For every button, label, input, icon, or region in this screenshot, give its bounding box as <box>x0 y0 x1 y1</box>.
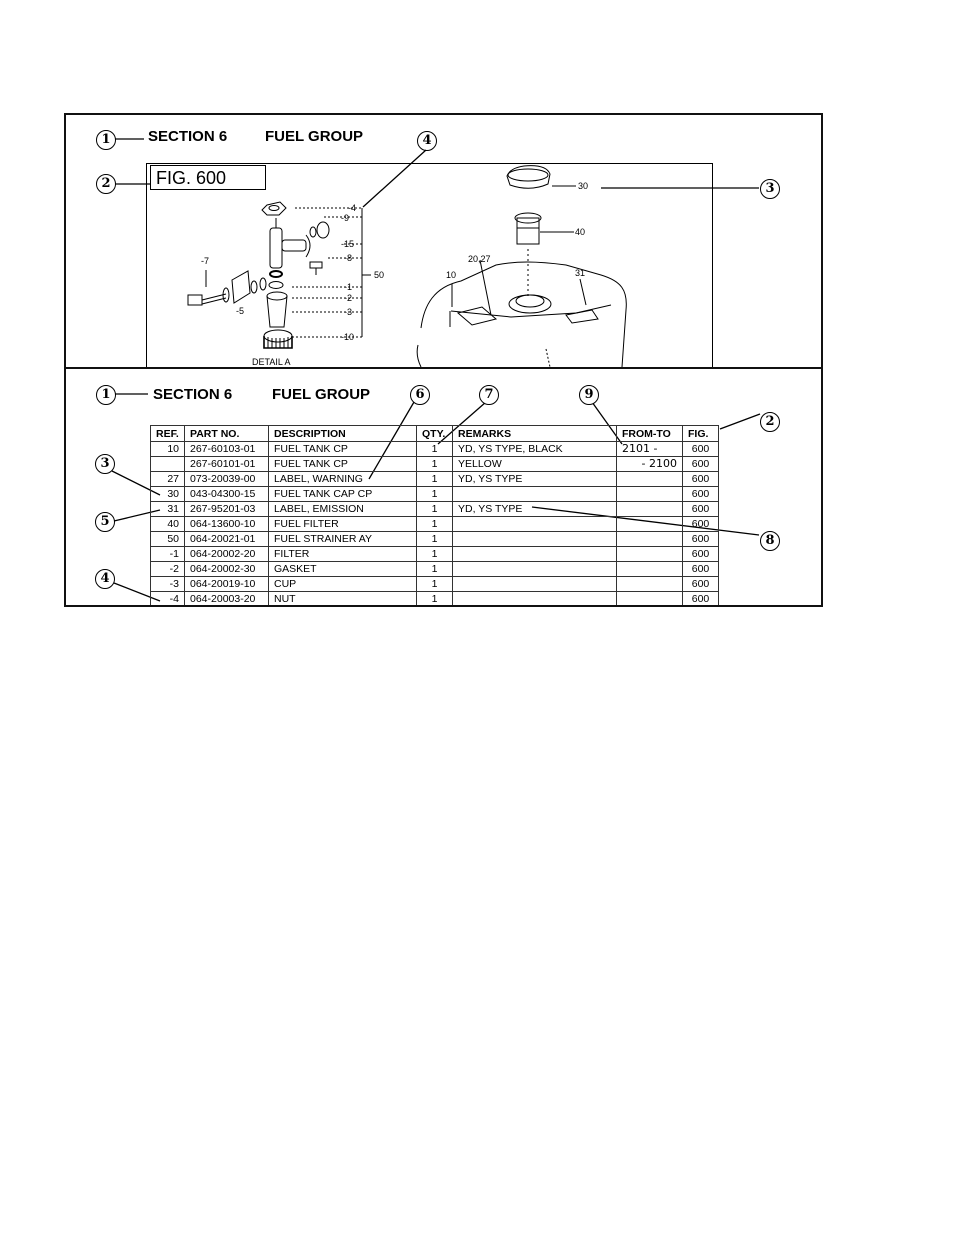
callout-6: 6 <box>410 385 430 405</box>
col-remarks: REMARKS <box>453 426 617 442</box>
cell-part-no: 073-20039-00 <box>185 472 269 487</box>
table-header-row <box>151 426 719 442</box>
col-fig: FIG. <box>683 426 719 442</box>
cell-remarks <box>453 532 617 547</box>
cell-part-no: 267-60103-01 <box>185 442 269 457</box>
callout-5: 5 <box>95 512 115 532</box>
cell-from-to: - 2100 <box>617 457 683 472</box>
cell-from-to <box>617 502 683 517</box>
cell-description: LABEL, WARNING <box>269 472 417 487</box>
label-n4: -4 <box>348 203 357 213</box>
cell-from-to: 2101 - <box>617 442 683 457</box>
label-n2: -2 <box>344 293 353 303</box>
col-from-to: FROM-TO <box>617 426 683 442</box>
label-n5: -5 <box>236 306 245 316</box>
cell-qty: 1 <box>417 592 453 606</box>
callout-8: 8 <box>760 531 780 551</box>
cell-part-no: 043-04300-15 <box>185 487 269 502</box>
cell-part-no: 267-60101-01 <box>185 457 269 472</box>
label-n10: -10 <box>341 332 355 342</box>
fig-label: FIG. 600 <box>150 165 266 190</box>
cell-qty: 1 <box>417 532 453 547</box>
table-row <box>151 592 719 606</box>
table-row <box>151 532 719 547</box>
cell-remarks <box>453 592 617 606</box>
cell-ref: -3 <box>151 577 185 592</box>
table-row <box>151 457 719 472</box>
cell-description: FUEL TANK CP <box>269 457 417 472</box>
cell-part-no: 064-13600-10 <box>185 517 269 532</box>
cell-qty: 1 <box>417 442 453 457</box>
cell-fig: 600 <box>683 457 719 472</box>
table-row <box>151 562 719 577</box>
callout-9: 9 <box>579 385 599 405</box>
cell-fig: 600 <box>683 592 719 606</box>
callout-4: 4 <box>95 569 115 589</box>
callout-1: 1 <box>96 130 116 150</box>
cell-from-to <box>617 472 683 487</box>
cell-qty: 1 <box>417 517 453 532</box>
cell-fig: 600 <box>683 532 719 547</box>
label-p40: 40 <box>575 227 586 237</box>
illustration-panel <box>66 115 821 369</box>
cell-fig: 600 <box>683 487 719 502</box>
cell-ref: -4 <box>151 592 185 606</box>
cell-description: FUEL STRAINER AY <box>269 532 417 547</box>
cell-part-no: 064-20019-10 <box>185 577 269 592</box>
section-title: FUEL GROUP <box>265 128 364 145</box>
label-n7: -7 <box>201 256 210 266</box>
cell-ref: 27 <box>151 472 185 487</box>
label-n15: -15 <box>341 239 355 249</box>
label-n50: 50 <box>374 270 385 280</box>
parts-list-panel <box>66 369 821 605</box>
cell-remarks: YD, YS TYPE <box>453 472 617 487</box>
cell-fig: 600 <box>683 562 719 577</box>
cell-description: GASKET <box>269 562 417 577</box>
callout-3: 3 <box>95 454 115 474</box>
callout-2: 2 <box>760 412 780 432</box>
cell-remarks: YD, YS TYPE, BLACK <box>453 442 617 457</box>
table-row <box>151 502 719 517</box>
callout-7: 7 <box>479 385 499 405</box>
cell-qty: 1 <box>417 472 453 487</box>
label-p2027: 20,27 <box>468 254 491 264</box>
detail-label: DETAIL A <box>252 357 291 367</box>
cell-ref: 30 <box>151 487 185 502</box>
table-row <box>151 517 719 532</box>
table-row <box>151 472 719 487</box>
cell-part-no: 064-20003-20 <box>185 592 269 606</box>
label-p10: 10 <box>446 270 457 280</box>
cell-ref <box>151 457 185 472</box>
cell-from-to <box>617 562 683 577</box>
col-qty: QTY. <box>417 426 453 442</box>
callout-4: 4 <box>417 131 437 151</box>
cell-ref: 31 <box>151 502 185 517</box>
cell-part-no: 064-20002-20 <box>185 547 269 562</box>
label-p30: 30 <box>578 181 589 191</box>
label-n1: -1 <box>344 282 353 292</box>
section-title: FUEL GROUP <box>272 386 371 403</box>
cell-fig: 600 <box>683 442 719 457</box>
cell-from-to <box>617 487 683 502</box>
table-row <box>151 547 719 562</box>
exploded-view-drawing <box>66 115 821 367</box>
cell-remarks <box>453 517 617 532</box>
cell-ref: 10 <box>151 442 185 457</box>
callout-3: 3 <box>760 179 780 199</box>
cell-qty: 1 <box>417 577 453 592</box>
cell-description: LABEL, EMISSION <box>269 502 417 517</box>
cell-description: FILTER <box>269 547 417 562</box>
cell-remarks <box>453 547 617 562</box>
cell-ref: -1 <box>151 547 185 562</box>
cell-from-to <box>617 592 683 606</box>
cell-qty: 1 <box>417 502 453 517</box>
section-label: SECTION 6 <box>148 128 228 145</box>
cell-fig: 600 <box>683 577 719 592</box>
table-row <box>151 442 719 457</box>
parts-table <box>150 425 719 605</box>
cell-fig: 600 <box>683 502 719 517</box>
cell-ref: 50 <box>151 532 185 547</box>
col-part-no: PART NO. <box>185 426 269 442</box>
col-ref: REF. <box>151 426 185 442</box>
cell-remarks: YD, YS TYPE <box>453 502 617 517</box>
callout-1: 1 <box>96 385 116 405</box>
cell-remarks <box>453 577 617 592</box>
cell-fig: 600 <box>683 547 719 562</box>
label-n3: -3 <box>344 307 353 317</box>
cell-description: FUEL TANK CP <box>269 442 417 457</box>
cell-from-to <box>617 517 683 532</box>
cell-remarks <box>453 562 617 577</box>
cell-remarks <box>453 487 617 502</box>
cell-description: CUP <box>269 577 417 592</box>
cell-fig: 600 <box>683 517 719 532</box>
cell-qty: 1 <box>417 487 453 502</box>
label-n8: -8 <box>344 253 353 263</box>
parts-catalog-frame <box>64 113 823 607</box>
cell-qty: 1 <box>417 547 453 562</box>
cell-qty: 1 <box>417 562 453 577</box>
cell-from-to <box>617 577 683 592</box>
cell-from-to <box>617 532 683 547</box>
cell-part-no: 064-20002-30 <box>185 562 269 577</box>
cell-part-no: 064-20021-01 <box>185 532 269 547</box>
cell-description: FUEL TANK CAP CP <box>269 487 417 502</box>
cell-description: NUT <box>269 592 417 606</box>
label-p31: 31 <box>575 268 586 278</box>
cell-description: FUEL FILTER <box>269 517 417 532</box>
cell-ref: -2 <box>151 562 185 577</box>
cell-remarks: YELLOW <box>453 457 617 472</box>
label-n9: -9 <box>341 213 350 223</box>
cell-from-to <box>617 547 683 562</box>
cell-qty: 1 <box>417 457 453 472</box>
cell-part-no: 267-95201-03 <box>185 502 269 517</box>
table-row <box>151 487 719 502</box>
section-label: SECTION 6 <box>153 386 233 403</box>
cell-fig: 600 <box>683 472 719 487</box>
col-description: DESCRIPTION <box>269 426 417 442</box>
table-row <box>151 577 719 592</box>
cell-ref: 40 <box>151 517 185 532</box>
callout-2: 2 <box>96 174 116 194</box>
